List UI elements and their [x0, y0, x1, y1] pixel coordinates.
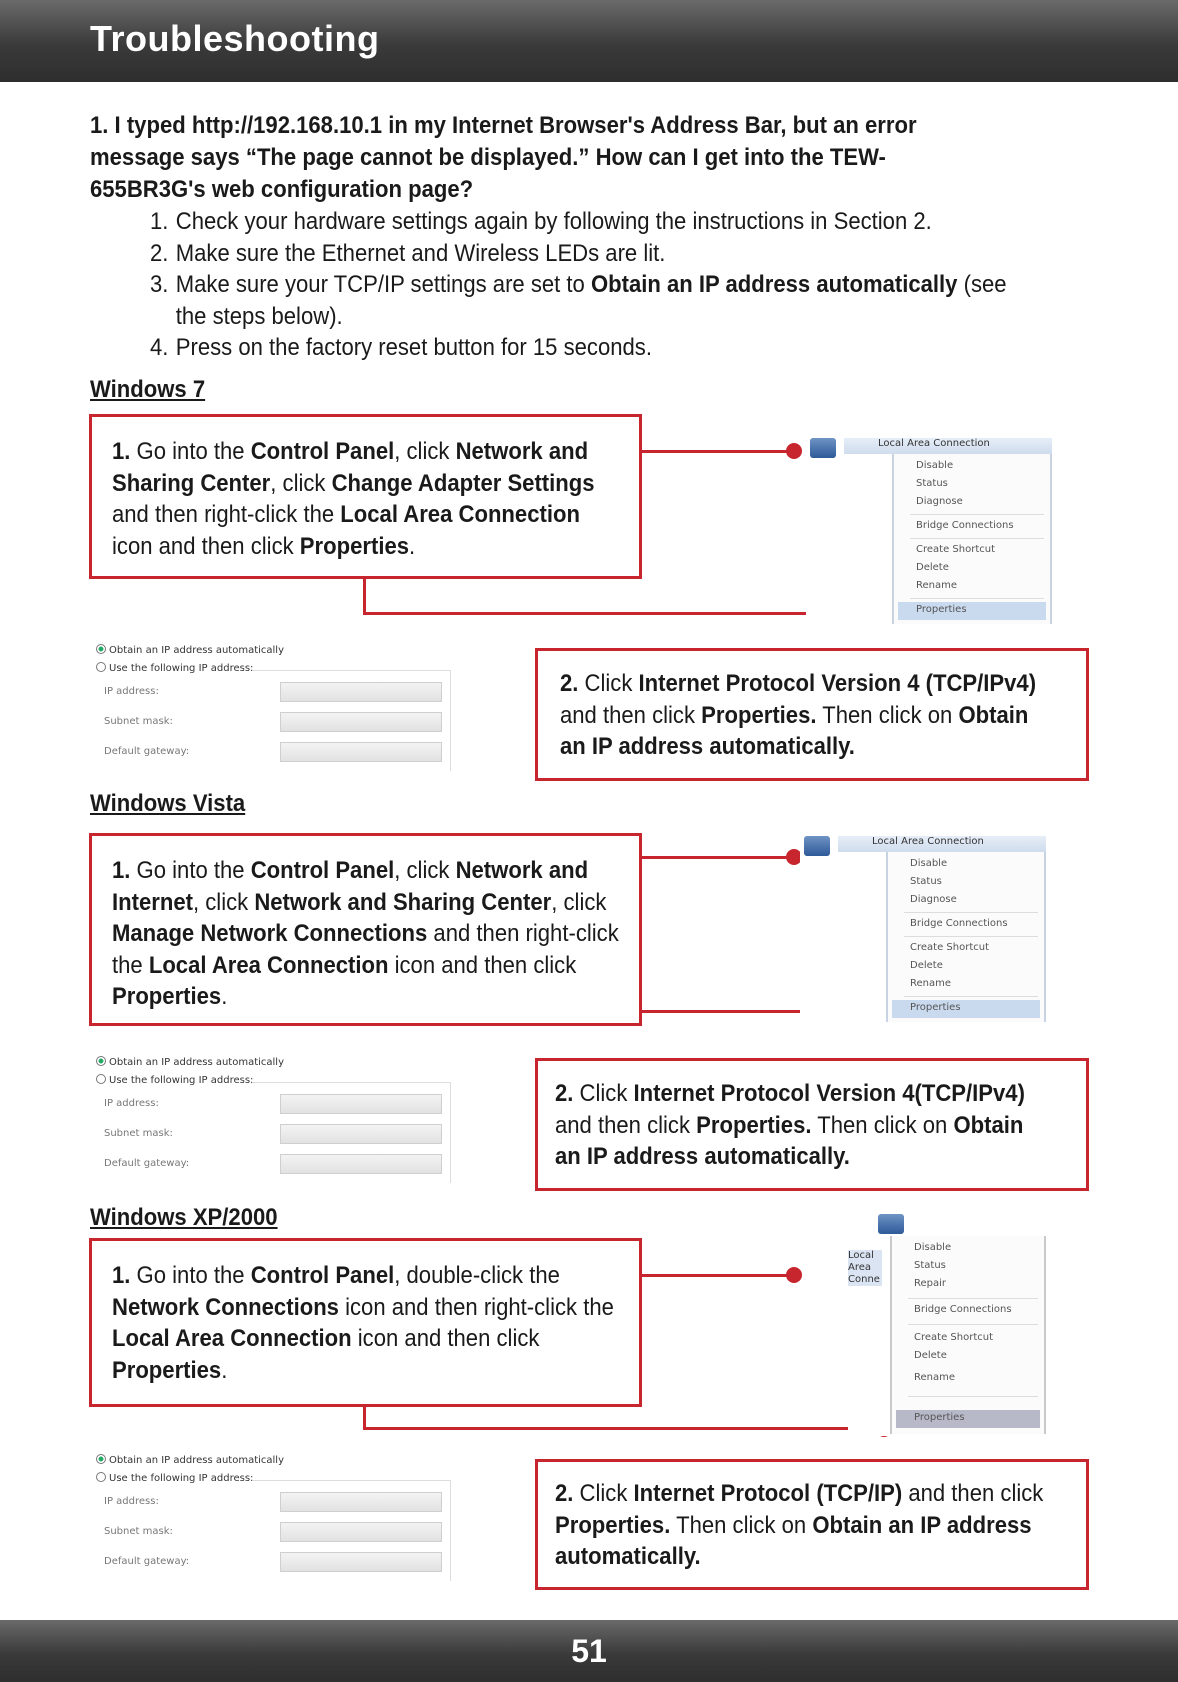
step-text-post: (see the steps below).	[175, 271, 1007, 330]
subnet-field[interactable]	[280, 1124, 442, 1144]
menu-separator	[908, 1396, 1038, 1397]
menu-item-bridge[interactable]: Bridge Connections	[910, 918, 1008, 929]
context-menu	[890, 1236, 1046, 1434]
menu-item-diagnose[interactable]: Diagnose	[916, 496, 963, 507]
menu-separator	[908, 1324, 1038, 1325]
menu-item-status[interactable]: Status	[910, 876, 942, 887]
connector-dot	[786, 1267, 802, 1283]
section-label-windows-xp: Windows XP/2000	[90, 1204, 278, 1231]
radio-obtain-auto[interactable]	[96, 1056, 284, 1068]
callout-win7-step2-text: 2. Click Internet Protocol Version 4 (TCP/IPv4) and then click Properties. Then click on Obtain an IP address automatically.	[560, 670, 1037, 760]
radio-off-icon	[96, 1074, 106, 1084]
step-number: 2.	[150, 239, 169, 267]
step-text-bold: Obtain an IP address automatically	[590, 271, 958, 298]
page-number: 51	[571, 1633, 607, 1669]
menu-item-properties[interactable]: Properties	[910, 1002, 961, 1013]
radio-label: Use the following IP address:	[109, 1075, 254, 1086]
gateway-label: Default gateway:	[104, 746, 190, 757]
menu-separator	[910, 538, 1044, 539]
list-item	[150, 206, 1015, 238]
radio-label: Use the following IP address:	[109, 1473, 254, 1484]
ip-field[interactable]	[280, 1094, 442, 1114]
menu-item-disable[interactable]: Disable	[916, 460, 954, 471]
network-connection-icon	[878, 1214, 904, 1234]
menu-item-repair[interactable]: Repair	[914, 1278, 947, 1289]
menu-item-bridge[interactable]: Bridge Connections	[914, 1304, 1012, 1315]
menu-item-shortcut[interactable]: Create Shortcut	[916, 544, 995, 555]
section-label-windows-vista: Windows Vista	[90, 790, 246, 817]
radio-use-following[interactable]	[96, 1472, 253, 1484]
radio-label: Obtain an IP address automatically	[109, 645, 285, 656]
network-connection-icon	[804, 836, 830, 856]
step-text: Make sure the Ethernet and Wireless LEDs are lit.	[175, 239, 666, 267]
subnet-label: Subnet mask:	[104, 716, 173, 727]
list-item	[150, 238, 1015, 270]
menu-separator	[904, 996, 1038, 997]
subnet-label: Subnet mask:	[104, 1526, 173, 1537]
step-text	[176, 269, 1015, 332]
question-heading: 1. I typed http://192.168.10.1 in my Internet Browser's Address Bar, but an error message says “The page cannot be displayed.” How can I get into the TEW-655BR3G's web configuration page?	[90, 112, 917, 203]
menu-item-delete[interactable]: Delete	[916, 562, 949, 573]
step-text: Check your hardware settings again by following the instructions in Section 2.	[175, 208, 932, 235]
menu-item-disable[interactable]: Disable	[914, 1242, 952, 1253]
menu-separator	[910, 514, 1044, 515]
ip-field[interactable]	[280, 1492, 442, 1512]
radio-on-icon	[96, 1454, 106, 1464]
context-menu-screenshot	[800, 834, 1046, 1024]
radio-label: Obtain an IP address automatically	[109, 1057, 285, 1068]
menu-item-rename[interactable]: Rename	[914, 1372, 956, 1383]
menu-item-bridge[interactable]: Bridge Connections	[916, 520, 1014, 531]
menu-item-properties[interactable]: Properties	[916, 604, 967, 615]
menu-item-shortcut[interactable]: Create Shortcut	[914, 1332, 993, 1343]
connector-line	[642, 450, 792, 453]
subnet-label: Subnet mask:	[104, 1128, 173, 1139]
menu-separator	[910, 598, 1044, 599]
menu-item-rename[interactable]: Rename	[910, 978, 952, 989]
connector-line	[363, 1427, 883, 1430]
radio-label: Use the following IP address:	[109, 663, 254, 674]
ip-label: IP address:	[104, 1098, 159, 1109]
tcpip-properties-screenshot	[92, 642, 460, 774]
list-item	[150, 332, 1015, 364]
step-text: Press on the factory reset button for 15 seconds.	[175, 334, 652, 361]
callout-xp-step1-text: 1. Go into the Control Panel, double-click the Network Connections icon and then right-click the Local Area Connection icon and then click Properties.	[112, 1262, 614, 1384]
radio-obtain-auto[interactable]	[96, 644, 284, 656]
context-menu	[892, 454, 1052, 624]
page-title: Troubleshooting	[90, 18, 380, 59]
footer-bar	[0, 1620, 1178, 1682]
connector-line	[642, 856, 792, 859]
radio-label: Obtain an IP address automatically	[109, 1455, 285, 1466]
menu-item-shortcut[interactable]: Create Shortcut	[910, 942, 989, 953]
context-menu	[886, 852, 1046, 1022]
radio-off-icon	[96, 662, 106, 672]
callout-vista-step1-text: 1. Go into the Control Panel, click Network and Internet, click Network and Sharing Center, click Manage Network Connections and then right-click the Local Area Connection icon and then click Properties.	[112, 857, 619, 1010]
menu-item-status[interactable]: Status	[916, 478, 948, 489]
section-label-windows-7: Windows 7	[90, 376, 206, 403]
connection-title: Local Area Connection	[838, 836, 1046, 852]
context-menu-screenshot	[806, 436, 1052, 626]
menu-item-delete[interactable]: Delete	[914, 1350, 947, 1361]
ip-label: IP address:	[104, 686, 159, 697]
callout-xp-step2-text: 2. Click Internet Protocol (TCP/IP) and then click Properties. Then click on Obtain an IP address automatically.	[555, 1480, 1044, 1570]
connection-title: Local Area Connection	[844, 438, 1052, 454]
gateway-field[interactable]	[280, 1552, 442, 1572]
connection-label: Local Area Conne	[848, 1250, 882, 1286]
header-bar	[0, 0, 1178, 82]
menu-item-diagnose[interactable]: Diagnose	[910, 894, 957, 905]
menu-separator	[908, 1298, 1038, 1299]
radio-on-icon	[96, 1056, 106, 1066]
subnet-field[interactable]	[280, 712, 442, 732]
subnet-field[interactable]	[280, 1522, 442, 1542]
ip-field[interactable]	[280, 682, 442, 702]
network-connection-icon	[810, 438, 836, 458]
menu-item-properties[interactable]: Properties	[914, 1412, 965, 1423]
menu-item-delete[interactable]: Delete	[910, 960, 943, 971]
list-item	[150, 269, 1015, 332]
connector-dot	[786, 443, 802, 459]
callout-vista-step2-text: 2. Click Internet Protocol Version 4(TCP/IPv4) and then click Properties. Then click on Obtain an IP address automatically.	[555, 1080, 1025, 1170]
step-number: 1.	[150, 208, 169, 235]
gateway-label: Default gateway:	[104, 1158, 190, 1169]
gateway-field[interactable]	[280, 742, 442, 762]
menu-separator	[904, 912, 1038, 913]
connector-line	[363, 579, 366, 615]
radio-use-following[interactable]	[96, 1074, 253, 1086]
gateway-label: Default gateway:	[104, 1556, 190, 1567]
step-text-pre: Make sure your TCP/IP settings are set to	[175, 271, 591, 298]
radio-use-following[interactable]	[96, 662, 253, 674]
gateway-field[interactable]	[280, 1154, 442, 1174]
context-menu-screenshot	[848, 1210, 1048, 1436]
tcpip-properties-screenshot	[92, 1452, 460, 1584]
ip-label: IP address:	[104, 1496, 159, 1507]
menu-item-rename[interactable]: Rename	[916, 580, 958, 591]
connector-line	[642, 1274, 792, 1277]
troubleshooting-steps	[150, 206, 1015, 364]
menu-item-disable[interactable]: Disable	[910, 858, 948, 869]
step-number: 3.	[150, 271, 169, 298]
callout-win7-step1-text: 1. Go into the Control Panel, click Network and Sharing Center, click Change Adapter Settings and then right-click the Local Area Connection icon and then click Properties.	[112, 438, 595, 560]
radio-off-icon	[96, 1472, 106, 1482]
step-number: 4.	[150, 334, 169, 361]
radio-obtain-auto[interactable]	[96, 1454, 284, 1466]
menu-item-status[interactable]: Status	[914, 1260, 946, 1271]
menu-separator	[904, 936, 1038, 937]
radio-on-icon	[96, 644, 106, 654]
tcpip-properties-screenshot	[92, 1054, 460, 1186]
